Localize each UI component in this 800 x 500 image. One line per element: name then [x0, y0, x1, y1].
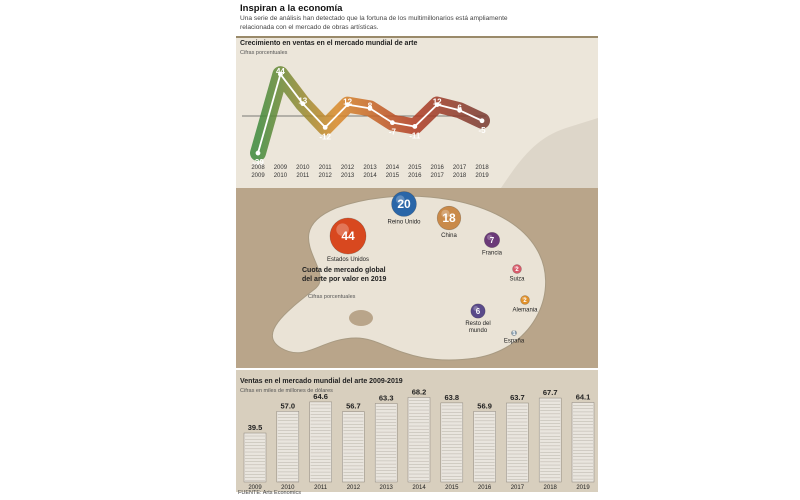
growth-point [480, 118, 485, 123]
share-data-label: 7 [489, 235, 495, 245]
sales-data-label: 63.8 [444, 392, 460, 402]
palette-illustration [236, 188, 598, 368]
growth-tick-label-top: 2014 [385, 165, 400, 171]
sales-data-label: 57.0 [280, 401, 296, 411]
sales-data-label: 63.3 [378, 393, 394, 403]
growth-tick-label-bottom: 2014 [363, 173, 377, 179]
sales-tick-label: 2009 [248, 485, 262, 491]
growth-data-label: 13 [298, 96, 308, 106]
growth-point [390, 120, 395, 125]
growth-data-label: 44 [275, 67, 285, 77]
growth-tick-label-bottom: 2015 [385, 173, 400, 179]
share-data-label: 1 [512, 331, 516, 338]
sales-bar-chart [236, 370, 598, 492]
growth-tick-label-bottom: 2019 [475, 173, 489, 179]
infographic [236, 0, 598, 500]
growth-data-label: 6 [457, 103, 462, 113]
growth-tick-label-bottom: 2011 [296, 173, 310, 179]
growth-chart-panel [236, 36, 598, 188]
sales-tick-label: 2019 [576, 485, 590, 491]
share-category-label: Estados Unidos [326, 257, 370, 264]
sales-tick-label: 2017 [510, 485, 525, 491]
share-data-label: 44 [341, 229, 355, 244]
growth-tick-label-top: 2008 [251, 165, 265, 171]
share-category-label: Resto del [465, 321, 491, 328]
sales-data-label: 68.2 [411, 387, 427, 397]
growth-tick-label-bottom: 2018 [452, 173, 467, 179]
growth-tick-label-bottom: 2012 [318, 173, 332, 179]
sales-tick-label: 2018 [543, 485, 557, 491]
sales-tick-label: 2015 [445, 485, 459, 491]
sales-chart-subtitle: Cifras en miles de millones de dólares [240, 388, 333, 394]
share-data-label: 6 [475, 306, 481, 316]
share-category-label: España [503, 338, 525, 345]
sales-data-label: 56.9 [477, 401, 492, 411]
palette-thumb-hole [349, 310, 373, 326]
share-category-label: Reino Unido [387, 219, 421, 226]
growth-line-chart [236, 38, 598, 188]
sales-data-label: 63.7 [510, 393, 525, 403]
growth-point [256, 151, 261, 156]
sales-data-label: 39.5 [247, 423, 263, 433]
growth-data-label: -12 [319, 132, 331, 142]
growth-data-label: -39 [252, 158, 264, 168]
sales-chart-title: Ventas en el mercado mundial del arte 2009-2019 [240, 378, 403, 385]
sales-tick-label: 2010 [281, 485, 295, 491]
growth-data-label: 12 [343, 97, 353, 107]
growth-data-label: 12 [432, 97, 442, 107]
share-data-label: 2 [515, 267, 519, 274]
share-category-label: Francia [481, 250, 503, 257]
growth-point [323, 125, 328, 130]
source-note: FUENTE: Arts Economics [238, 490, 301, 496]
growth-point [412, 124, 417, 129]
market-share-title: Cuota de mercado global del arte por valor en 2019 [302, 267, 387, 283]
growth-tick-label-top: 2017 [452, 165, 467, 171]
sales-chart-panel [236, 370, 598, 492]
growth-color-band [258, 74, 482, 153]
growth-tick-label-bottom: 2010 [273, 173, 288, 179]
sales-tick-label: 2012 [346, 485, 361, 491]
share-category-label: China [441, 232, 457, 239]
share-data-label: 2 [523, 298, 527, 305]
page-title: Inspiran a la economía [240, 3, 343, 14]
growth-tick-label-bottom: 2016 [408, 173, 422, 179]
sales-bar [375, 404, 397, 482]
hand-illustration-shape [501, 118, 598, 188]
share-category-label: mundo [468, 328, 488, 335]
share-data-label: 18 [442, 211, 456, 226]
growth-tick-label-top: 2013 [363, 165, 377, 171]
sales-data-label: 56.7 [346, 401, 361, 411]
sales-tick-label: 2011 [314, 485, 328, 491]
growth-tick-label-top: 2010 [296, 165, 310, 171]
growth-tick-label-top: 2016 [430, 165, 444, 171]
growth-tick-label-bottom: 2017 [430, 173, 444, 179]
sales-bar [310, 402, 332, 482]
sales-tick-label: 2013 [379, 485, 393, 491]
growth-tick-label-top: 2015 [408, 165, 422, 171]
growth-tick-label-top: 2012 [340, 165, 355, 171]
growth-data-label: -7 [388, 127, 396, 137]
sales-tick-label: 2016 [477, 485, 492, 491]
sales-bar [277, 411, 299, 482]
growth-tick-label-top: 2009 [273, 165, 288, 171]
share-category-label: Suiza [509, 276, 525, 283]
growth-data-label: 8 [367, 101, 373, 111]
sales-data-label: 67.7 [542, 388, 558, 398]
growth-data-label: -11 [409, 131, 421, 141]
share-data-label: 20 [397, 197, 411, 212]
sales-tick-label: 2014 [412, 485, 426, 491]
sales-data-label: 64.1 [575, 392, 591, 402]
growth-tick-label-bottom: 2013 [340, 173, 355, 179]
sales-bar [474, 411, 496, 482]
growth-tick-label-top: 2018 [475, 165, 489, 171]
market-share-subtitle: Cifras porcentuales [308, 294, 356, 300]
market-share-panel [236, 188, 598, 368]
sales-bar [572, 403, 594, 482]
sales-data-label: 64.6 [313, 391, 328, 401]
growth-data-label: -5 [478, 125, 486, 135]
page-subtitle: Una serie de análisis han detectado que la fortuna de los multimillonarios está ampliamente relacionada con el mercado de obras artísticas. [240, 15, 508, 31]
growth-tick-label-bottom: 2009 [251, 173, 265, 179]
growth-tick-label-top: 2011 [318, 165, 332, 171]
share-category-label: Alemania [512, 307, 538, 314]
growth-chart-title: Crecimiento en ventas en el mercado mundial de arte [240, 40, 418, 47]
growth-chart-subtitle: Cifras porcentuales [240, 50, 288, 56]
